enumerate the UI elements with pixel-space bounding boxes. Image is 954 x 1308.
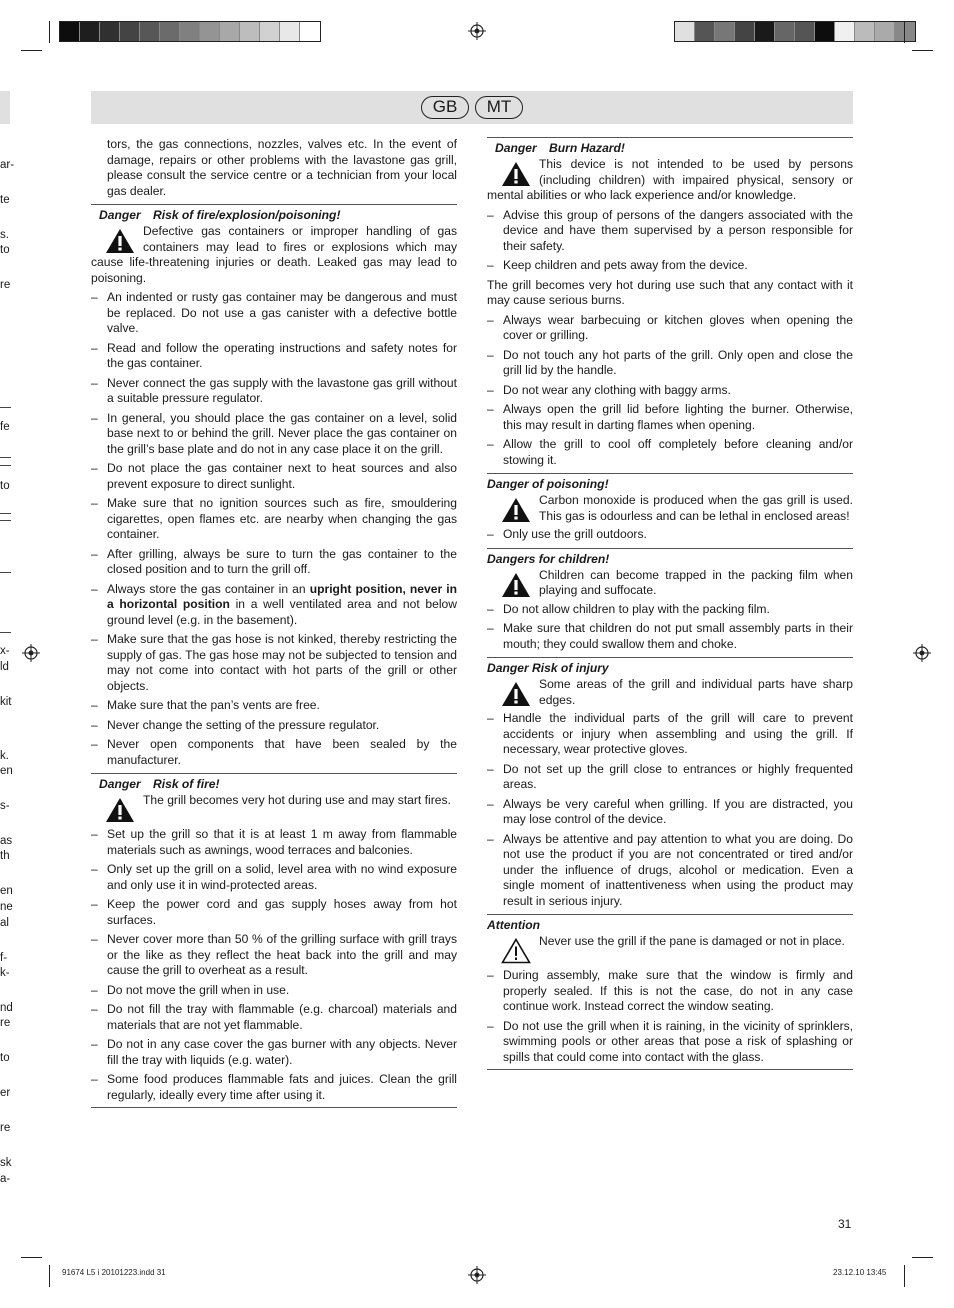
- safety-list: [487, 527, 853, 543]
- warning-block: [91, 224, 457, 286]
- list-item: – Always store the gas container in an upright position, never in a horizontal position in a well ventilated area and not below ground level (e.g. in the basement).: [91, 582, 457, 629]
- language-badge-gb: GB: [421, 96, 469, 119]
- language-badge-mt: MT: [475, 96, 523, 119]
- edge-text-fragment: re: [0, 1122, 11, 1134]
- list-item: – Make sure that no ignition sources such as fire, smouldering cigarettes, open flames etc. are nearby when changing the gas container.: [91, 496, 457, 543]
- section-poisoning: [487, 473, 853, 543]
- crop-mark: [21, 1257, 42, 1258]
- edge-text-fragment: to: [0, 1052, 10, 1064]
- list-item: – Allow the grill to cool off completely before cleaning and/or stowing it.: [487, 437, 853, 468]
- list-item: – Never change the setting of the pressure regulator.: [91, 718, 457, 734]
- list-item: – Do not fill the tray with flammable (e.g. charcoal) materials and materials that are not yet flammable.: [91, 1002, 457, 1033]
- list-item: – Handle the individual parts of the grill will care to prevent accidents or injury when assembling and using the grill. If necessary, wear protective gloves.: [487, 711, 853, 758]
- list-item: – Only set up the grill on a solid, level area with no wind exposure and only use it in wind-protected areas.: [91, 862, 457, 893]
- edge-text-fragment: th: [0, 850, 10, 862]
- intro-paragraph: tors, the gas connections, nozzles, valves etc. In the event of damage, repairs or other problems with the lavastone gas grill, please consult the service centre or a technician from your local gas dealer.: [107, 137, 457, 198]
- crop-mark: [49, 1265, 50, 1287]
- section-children: [487, 548, 853, 653]
- list-item: – In general, you should place the gas container on a level, solid base next to or behind the grill. Never place the gas container on the grill’s base plate and do not in any case place it on the grill.: [91, 411, 457, 458]
- list-item: – Never open components that have been sealed by the manufacturer.: [91, 737, 457, 768]
- edge-text-fragment: as: [0, 835, 13, 847]
- list-item: – Keep children and pets away from the device.: [487, 258, 853, 274]
- body-paragraph: The grill becomes very hot during use such that any contact with it may cause serious burns.: [487, 277, 853, 307]
- list-item: – Do not place the gas container next to heat sources and also prevent exposure to direct sunlight.: [91, 461, 457, 492]
- list-item: – Do not set up the grill close to entrances or highly frequented areas.: [487, 762, 853, 793]
- list-item: – An indented or rusty gas container may be dangerous and must be replaced. Do not use a gas canister with a defective bottle valve.: [91, 290, 457, 337]
- edge-text-fragment: ne: [0, 901, 13, 913]
- list-item: – Do not in any case cover the gas burner with any objects. Never fill the tray with liquids (e.g. water).: [91, 1037, 457, 1068]
- color-swatch: [260, 22, 280, 41]
- color-swatch: [300, 22, 320, 41]
- crop-mark: [912, 1257, 933, 1258]
- safety-list: [91, 290, 457, 768]
- edge-text-fragment: te: [0, 194, 10, 206]
- color-swatch: [140, 22, 160, 41]
- color-swatch: [815, 22, 835, 41]
- safety-list: [487, 313, 853, 469]
- warning-text: Some areas of the grill and individual parts have sharp edges.: [539, 677, 853, 707]
- list-item: – Keep the power cord and gas supply hoses away from hot surfaces.: [91, 897, 457, 928]
- section-title: Danger Burn Hazard!: [495, 141, 625, 155]
- list-item: – Do not wear any clothing with baggy arms.: [487, 383, 853, 399]
- list-item: – Do not allow children to play with the packing film.: [487, 602, 853, 618]
- left-column: [91, 137, 457, 1108]
- color-swatch: [100, 22, 120, 41]
- warning-triangle-icon: [105, 228, 135, 254]
- print-slug-date: 23.12.10 13:45: [833, 1268, 887, 1277]
- edge-text-fragment: k.: [0, 750, 9, 762]
- list-item: – Do not use the grill when it is raining, in the vicinity of sprinklers, swimming pools or other areas that pose a risk of splashing or spills that could come into contact with the glass.: [487, 1019, 853, 1066]
- crop-mark: [904, 1265, 905, 1287]
- warning-text: The grill becomes very hot during use and may start fires.: [143, 793, 451, 807]
- color-swatch: [755, 22, 775, 41]
- edge-text-fragment: x-: [0, 645, 10, 657]
- list-item: – Set up the grill so that it is at least 1 m away from flammable materials such as awnings, wood terraces and balconies.: [91, 827, 457, 858]
- section-injury: [487, 657, 853, 909]
- registration-mark-icon: [468, 1266, 486, 1284]
- edge-text-fragment: s.: [0, 229, 9, 241]
- warning-triangle-icon: [501, 681, 531, 707]
- list-item: – Only use the grill outdoors.: [487, 527, 853, 543]
- warning-text: Never use the grill if the pane is damaged or not in place.: [539, 934, 845, 948]
- list-item: – Some food produces flammable fats and juices. Clean the grill regularly, ideally every time after using it.: [91, 1072, 457, 1103]
- registration-mark-icon: [22, 644, 40, 662]
- color-swatch: [120, 22, 140, 41]
- list-item: – Always wear barbecuing or kitchen gloves when opening the cover or grilling.: [487, 313, 853, 344]
- edge-text-fragment: kit: [0, 696, 12, 708]
- list-item: – Never connect the gas supply with the lavastone gas grill without a suitable pressure regulator.: [91, 376, 457, 407]
- color-swatch: [875, 22, 895, 41]
- color-swatch: [240, 22, 260, 41]
- color-swatch: [735, 22, 755, 41]
- section-title: Attention: [487, 918, 541, 932]
- list-item: – After grilling, always be sure to turn the gas container to the closed position and to turn the grill off.: [91, 547, 457, 578]
- edge-text-fragment: re: [0, 279, 11, 291]
- safety-list: [487, 711, 853, 909]
- list-item: – Make sure that children do not put small assembly parts in their mouth; they could swallow them and choke.: [487, 621, 853, 652]
- warning-text: This device is not intended to be used by persons (including children) with impaired physical, sensory or mental abilities or who lack experience and/or knowledge.: [487, 157, 853, 202]
- warning-block: [487, 157, 853, 204]
- safety-list: [487, 602, 853, 653]
- section-risk-fire-explosion: [91, 204, 457, 768]
- safety-list: [487, 968, 853, 1065]
- color-swatch: [835, 22, 855, 41]
- edge-text-fragment: ld: [0, 661, 9, 673]
- color-swatch: [220, 22, 240, 41]
- edge-header-band: [0, 91, 10, 124]
- section-attention: [487, 914, 853, 1065]
- warning-triangle-icon: [105, 797, 135, 823]
- list-item: – Always be very careful when grilling. If you are distracted, you may lose control of the device.: [487, 797, 853, 828]
- color-swatch: [80, 22, 100, 41]
- list-item: – Make sure that the pan’s vents are free.: [91, 698, 457, 714]
- section-risk-of-fire: [91, 773, 457, 1103]
- divider: [91, 1107, 457, 1108]
- list-item: – Make sure that the gas hose is not kinked, thereby restricting the supply of gas. The gas hose may not be subjected to tension and may not come into contact with hot parts of the grill or other objects.: [91, 632, 457, 694]
- warning-triangle-icon: [501, 572, 531, 598]
- color-bar-right: [674, 21, 916, 42]
- edge-text-fragment: al: [0, 917, 9, 929]
- color-swatch: [180, 22, 200, 41]
- list-item: – During assembly, make sure that the window is firmly and properly sealed. If this is not the case, do not in any case continue work. Instead correct the window seating.: [487, 968, 853, 1015]
- color-swatch: [60, 22, 80, 41]
- warning-block: [487, 493, 853, 527]
- color-swatch: [280, 22, 300, 41]
- warning-block: [91, 793, 457, 827]
- registration-mark-icon: [913, 644, 931, 662]
- color-swatch: [775, 22, 795, 41]
- list-item: – Always open the grill lid before lighting the burner. Otherwise, this may result in darting flames when opening.: [487, 402, 853, 433]
- warning-triangle-icon: [501, 497, 531, 523]
- edge-text-fragment: to: [0, 480, 10, 492]
- warning-block: [487, 677, 853, 711]
- list-item: – Never cover more than 50 % of the grilling surface with grill trays or the like as they reflect the heat back into the grill and may cause the grill to overheat as a result.: [91, 932, 457, 979]
- edge-text-fragment: to: [0, 244, 10, 256]
- list-item: – Do not touch any hot parts of the grill. Only open and close the grill lid by the handle.: [487, 348, 853, 379]
- edge-text-fragment: k-: [0, 967, 10, 979]
- crop-mark: [912, 50, 933, 51]
- header-band: [91, 91, 853, 124]
- section-title: Dangers for children!: [487, 551, 610, 566]
- crop-mark: [21, 50, 42, 51]
- edge-text-fragment: en: [0, 765, 13, 777]
- warning-text: Children can become trapped in the packing film when playing and suffocate.: [539, 567, 853, 597]
- color-swatch: [675, 22, 695, 41]
- crop-mark: [49, 21, 50, 43]
- warning-text: Carbon monoxide is produced when the gas grill is used. This gas is odourless and can be lethal in enclosed areas!: [539, 493, 853, 523]
- edge-text-fragment: s-: [0, 800, 10, 812]
- color-swatch: [695, 22, 715, 41]
- list-item: – Advise this group of persons of the dangers associated with the device and have them supervised by a person responsible for their safety.: [487, 208, 853, 255]
- edge-text-fragment: sk: [0, 1157, 12, 1169]
- safety-list: [91, 827, 457, 1103]
- warning-text: Defective gas containers or improper handling of gas containers may lead to fires or explosions which may cause life-threatening injuries or death. Leaked gas may lead to poisoning.: [91, 224, 457, 285]
- warning-block: [487, 568, 853, 602]
- caution-triangle-outline-icon: [501, 938, 531, 964]
- section-title: Danger of poisoning!: [487, 477, 609, 491]
- crop-mark: [904, 21, 905, 43]
- color-swatch: [795, 22, 815, 41]
- warning-block: [487, 934, 853, 968]
- edge-text-fragment: ar-: [0, 159, 15, 171]
- color-bar-left: [59, 21, 321, 42]
- edge-text-fragment: fe: [0, 421, 10, 433]
- color-swatch: [855, 22, 875, 41]
- registration-mark-icon: [468, 22, 486, 40]
- section-title: Danger Risk of injury: [487, 661, 609, 675]
- edge-text-fragment: er: [0, 1087, 11, 1099]
- safety-list: [487, 208, 853, 274]
- previous-page-edge: [0, 0, 15, 1308]
- edge-text-fragment: a-: [0, 1173, 11, 1185]
- edge-text-fragment: re: [0, 1017, 11, 1029]
- list-item: – Read and follow the operating instructions and safety notes for the gas container.: [91, 341, 457, 372]
- section-title: Danger Risk of fire!: [99, 777, 220, 791]
- edge-text-fragment: f-: [0, 952, 8, 964]
- color-swatch: [895, 22, 915, 41]
- right-column: [487, 137, 853, 1070]
- print-slug-file: 91674 L5 i 20101223.indd 31: [62, 1268, 166, 1277]
- color-swatch: [200, 22, 220, 41]
- color-swatch: [715, 22, 735, 41]
- divider: [487, 1069, 853, 1070]
- edge-text-fragment: nd: [0, 1002, 13, 1014]
- edge-text-fragment: en: [0, 885, 13, 897]
- list-item: – Always be attentive and pay attention to what you are doing. Do not use the product if you are not concentrated or tired and/or under the influence of drugs, alcohol or medication. Even a single moment of inattentiveness when using the product may result in serious injury.: [487, 832, 853, 910]
- warning-triangle-icon: [501, 161, 531, 187]
- list-item: – Do not move the grill when in use.: [91, 983, 457, 999]
- page-number: 31: [838, 1217, 852, 1231]
- color-swatch: [160, 22, 180, 41]
- section-burn-hazard: [487, 137, 853, 468]
- section-title: Danger Risk of fire/explosion/poisoning!: [99, 208, 341, 222]
